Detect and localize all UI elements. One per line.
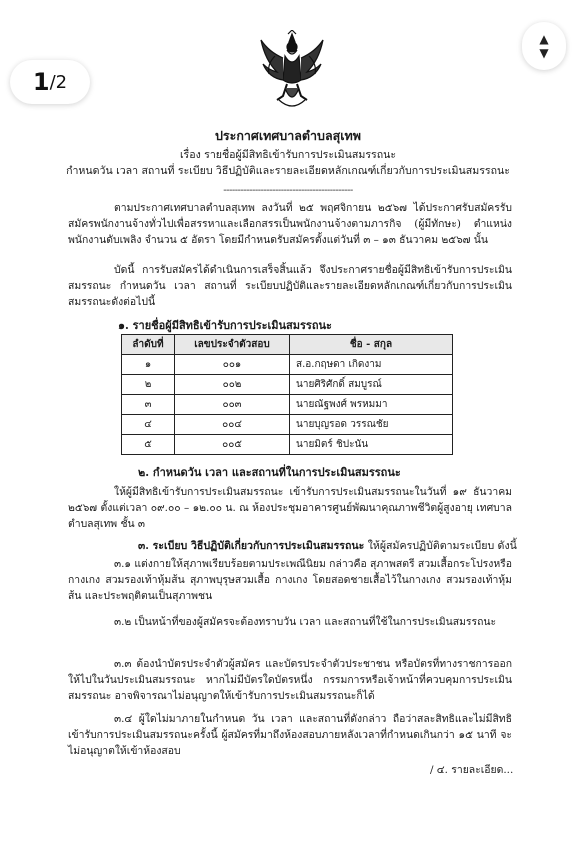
cell-full-name: นายณัฐพงศ์ พรหมมา: [290, 395, 453, 415]
section-3-tail: ให้ผู้สมัครปฏิบัติตามระเบียบ ดังนี้: [364, 540, 517, 552]
current-page-number: 1: [32, 68, 50, 96]
rule-3-4-text: ๓.๔ ผู้ใดไม่มาภายในกำหนด วัน เวลา และสถานที่ดังกล่าว ถือว่าสละสิทธิและไม่มีสิทธิเข้ารับการประเมินสมรรถนะครั้งนี้ ผู้สมัครที่มาถึงห้องสอบภายหลังเวลาที่กำหนดเกินกว่า ๑๕ นาที จะไม่อนุญาตให้เข้าห้องสอบ: [68, 713, 512, 757]
table-row: [122, 415, 453, 435]
cell-exam-id: ๐๐๒: [175, 375, 290, 395]
paragraph-schedule: [68, 484, 512, 532]
cell-order: ๑: [122, 355, 175, 375]
rule-3-1-text: ๓.๑ แต่งกายให้สุภาพเรียบร้อยตามประเพณีนิยม กล่าวคือ สุภาพสตรี สวมเสื้อกระโปรงหรือกางเกง สวมรองเท้าหุ้มส้น สุภาพบุรุษสวมเสื้อ กางเกง โดยสอดชายเสื้อไว้ในกางเกง สวมรองเท้าหุ้มส้น และประพฤติตนเป็นสุภาพชน: [68, 558, 512, 602]
cell-full-name: นายบุญรอด วรรณชัย: [290, 415, 453, 435]
rule-3-2-text: ๓.๒ เป็นหน้าที่ของผู้สมัครจะต้องทราบวัน เวลา และสถานที่ใช้ในการประเมินสมรรถนะ: [114, 616, 497, 628]
continuation-note: / ๔. รายละเอียด...: [430, 764, 514, 776]
header-exam-id: เลขประจำตัวสอบ: [175, 335, 290, 355]
table-header-row: [122, 335, 453, 355]
section-2-heading: ๒. กำหนดวัน เวลา และสถานที่ในการประเมินสมรรถนะ: [138, 466, 401, 479]
cell-exam-id: ๐๐๑: [175, 355, 290, 375]
cell-full-name: ส.อ.กฤษดา เกิดงาม: [290, 355, 453, 375]
cell-order: ๒: [122, 375, 175, 395]
cell-full-name: นายศิริศักดิ์ สมบูรณ์: [290, 375, 453, 395]
table-row: [122, 375, 453, 395]
cell-order: ๕: [122, 435, 175, 455]
rule-3-3: [68, 656, 512, 704]
total-pages: /2: [49, 71, 68, 93]
subject-line-2: กำหนดวัน เวลา สถานที่ ระเบียบ วิธีปฏิบัติและรายละเอียดหลักเกณฑ์เกี่ยวกับการประเมินสมรรถนะ: [66, 165, 510, 177]
cell-exam-id: ๐๐๕: [175, 435, 290, 455]
cell-exam-id: ๐๐๓: [175, 395, 290, 415]
divider-line: ---------------------------------------------: [223, 185, 353, 196]
document-title: ประกาศเทศบาลตำบลสุเทพ: [214, 128, 362, 143]
paragraph-announcement: [68, 200, 512, 248]
page-navigation-button[interactable]: [522, 22, 566, 70]
cell-order: ๔: [122, 415, 175, 435]
chevron-up-icon[interactable]: ▲: [539, 32, 549, 46]
subject-line-1: เรื่อง รายชื่อผู้มีสิทธิเข้ารับการประเมินสมรรถนะ: [179, 149, 397, 161]
page-indicator: [10, 60, 90, 104]
table-row: [122, 435, 453, 455]
rule-3-1: [68, 556, 512, 604]
section-1-heading: ๑. รายชื่อผู้มีสิทธิเข้ารับการประเมินสมรรถนะ: [118, 319, 332, 332]
header-full-name: ชื่อ - สกุล: [290, 335, 453, 355]
table-row: [122, 395, 453, 415]
cell-full-name: นายมิตร์ ชิปะนัน: [290, 435, 453, 455]
chevron-down-icon[interactable]: ▼: [539, 46, 549, 60]
paragraph-completion-text: บัดนี้ การรับสมัครได้ดำเนินการเสร็จสิ้นแล้ว จึงประกาศรายชื่อผู้มีสิทธิเข้ารับการประเมินสมรรถนะ กำหนดวัน เวลา สถานที่ ระเบียบปฏิบัติและรายละเอียดหลักเกณฑ์เกี่ยวกับการประเมินสมรรถนะดังต่อไปนี้: [68, 264, 512, 308]
paragraph-announcement-text: ตามประกาศเทศบาลตำบลสุเทพ ลงวันที่ ๒๕ พฤศจิกายน ๒๕๖๗ ได้ประกาศรับสมัครรับสมัครพนักงานจ้างทั่วไปเพื่อสรรหาและเลือกสรรเป็นพนักงานจ้างตามภารกิจ (ผู้มีทักษะ) ตำแหน่ง พนักงานดับเพลิง จำนวน ๕ อัตรา โดยมีกำหนดรับสมัครตั้งแต่วันที่ ๓ – ๑๓ ธันวาคม ๒๕๖๗ นั้น: [68, 202, 512, 246]
rule-3-2: [68, 614, 512, 630]
paragraph-completion: [68, 262, 512, 310]
cell-exam-id: ๐๐๔: [175, 415, 290, 435]
rule-3-4: [68, 711, 512, 759]
candidate-table: [121, 334, 453, 455]
garuda-emblem-icon: [255, 30, 329, 114]
cell-order: ๓: [122, 395, 175, 415]
paragraph-schedule-text: ให้ผู้มีสิทธิเข้ารับการประเมินสมรรถนะ เข้ารับการประเมินสมรรถนะในวันที่ ๑๙ ธันวาคม ๒๕๖๗ ตั้งแต่เวลา ๐๙.๐๐ – ๑๒.๐๐ น. ณ ห้องประชุมอาคารศูนย์พัฒนาคุณภาพชีวิตผู้สูงอายุ เทศบาลตำบลสุเทพ ชั้น ๓: [68, 486, 512, 530]
table-row: [122, 355, 453, 375]
section-3-heading: [138, 538, 517, 554]
section-3-title: ๓. ระเบียบ วิธีปฏิบัติเกี่ยวกับการประเมินสมรรถนะ: [138, 540, 365, 552]
rule-3-3-text: ๓.๓ ต้องนำบัตรประจำตัวผู้สมัคร และบัตรประจำตัวประชาชน หรือบัตรที่ทางราชการออกให้ไปในวันประเมินสมรรถนะ หากไม่มีบัตรใดบัตรหนึ่ง กรรมการหรือเจ้าหน้าที่ควบคุมการประเมินสมรรถนะ อาจพิจารณาไม่อนุญาตให้เข้ารับการประเมินสมรรถนะก็ได้: [68, 658, 512, 702]
header-order: ลำดับที่: [122, 335, 175, 355]
